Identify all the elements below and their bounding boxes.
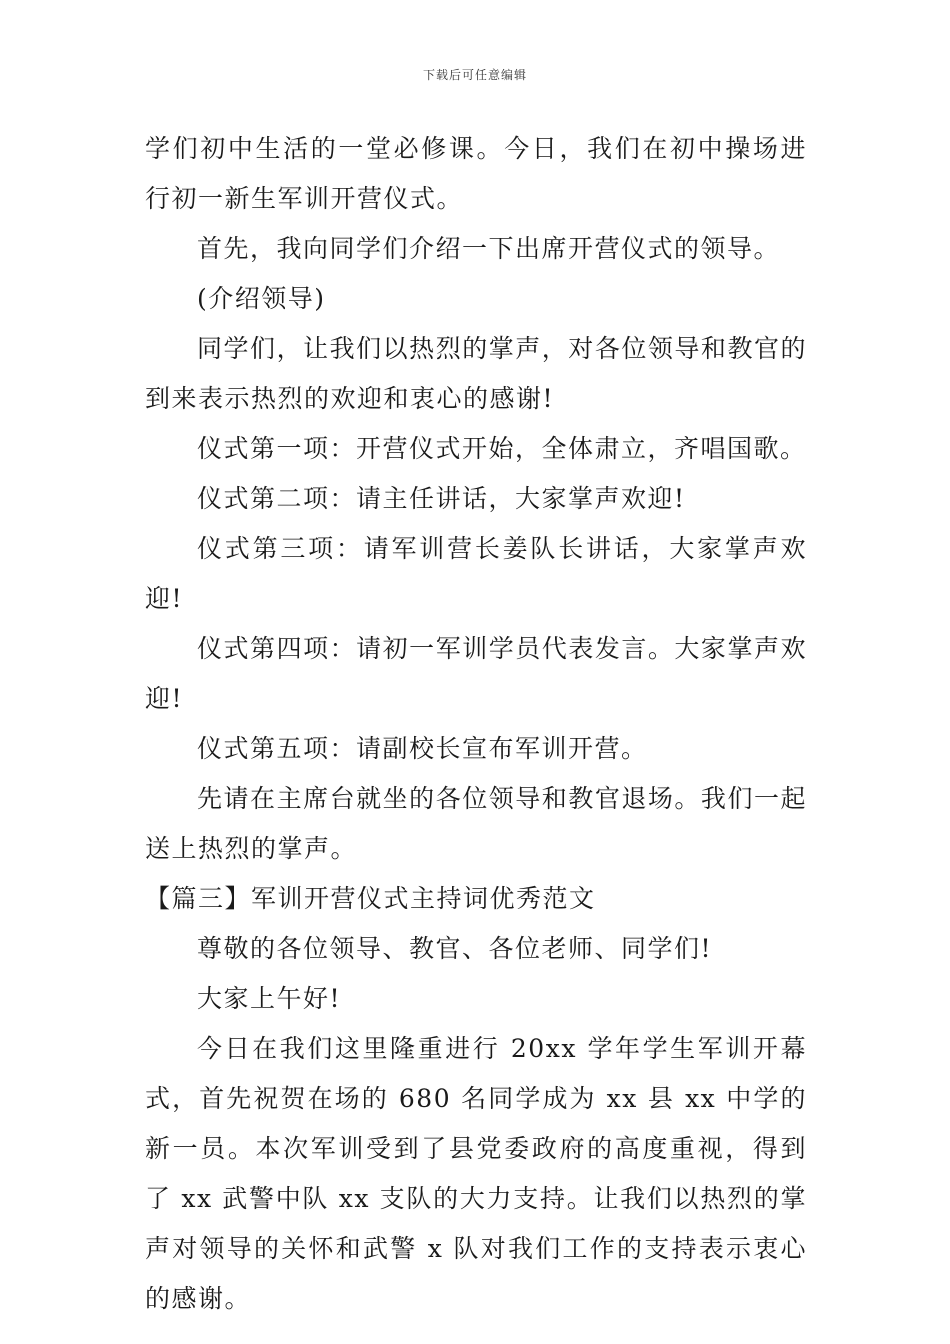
paragraph-1: 学们初中生活的一堂必修课。今日，我们在初中操场进行初一新生军训开营仪式。: [145, 134, 807, 213]
document-body: [145, 124, 807, 1324]
paragraph-10: 先请在主席台就坐的各位领导和教官退场。我们一起送上热烈的掌声。: [145, 784, 807, 863]
paragraph-8: 仪式第四项：请初一军训学员代表发言。大家掌声欢迎!: [145, 634, 807, 713]
paragraph-6: 仪式第二项：请主任讲话，大家掌声欢迎!: [197, 484, 686, 513]
paragraph-9: 仪式第五项：请副校长宣布军训开营。: [197, 734, 648, 763]
paragraph-5: 仪式第一项：开营仪式开始，全体肃立，齐唱国歌。: [197, 434, 807, 463]
paragraph-13: 大家上午好!: [197, 984, 342, 1013]
paragraph-4: 同学们，让我们以热烈的掌声，对各位领导和教官的到来表示热烈的欢迎和衷心的感谢!: [145, 334, 807, 413]
page-header-note: 下载后可任意编辑: [422, 68, 527, 82]
paragraph-3: (介绍领导): [197, 284, 326, 313]
paragraph-12: 尊敬的各位领导、教官、各位老师、同学们!: [197, 934, 713, 963]
section-heading: 【篇三】军训开营仪式主持词优秀范文: [145, 884, 596, 913]
paragraph-14: 今日在我们这里隆重进行 20xx 学年学生军训开幕式，首先祝贺在场的 680 名同学成为 xx 县 xx 中学的新一员。本次军训受到了县党委政府的高度重视，得到了 xx 武警中队 xx 支队的大力支持。让我们以热烈的掌声对领导的关怀和武警 x 队对我们工作的支持表示衷心的感谢。: [145, 1034, 807, 1313]
paragraph-7: 仪式第三项：请军训营长姜队长讲话，大家掌声欢迎!: [145, 534, 807, 613]
paragraph-2: 首先，我向同学们介绍一下出席开营仪式的领导。: [197, 234, 781, 263]
